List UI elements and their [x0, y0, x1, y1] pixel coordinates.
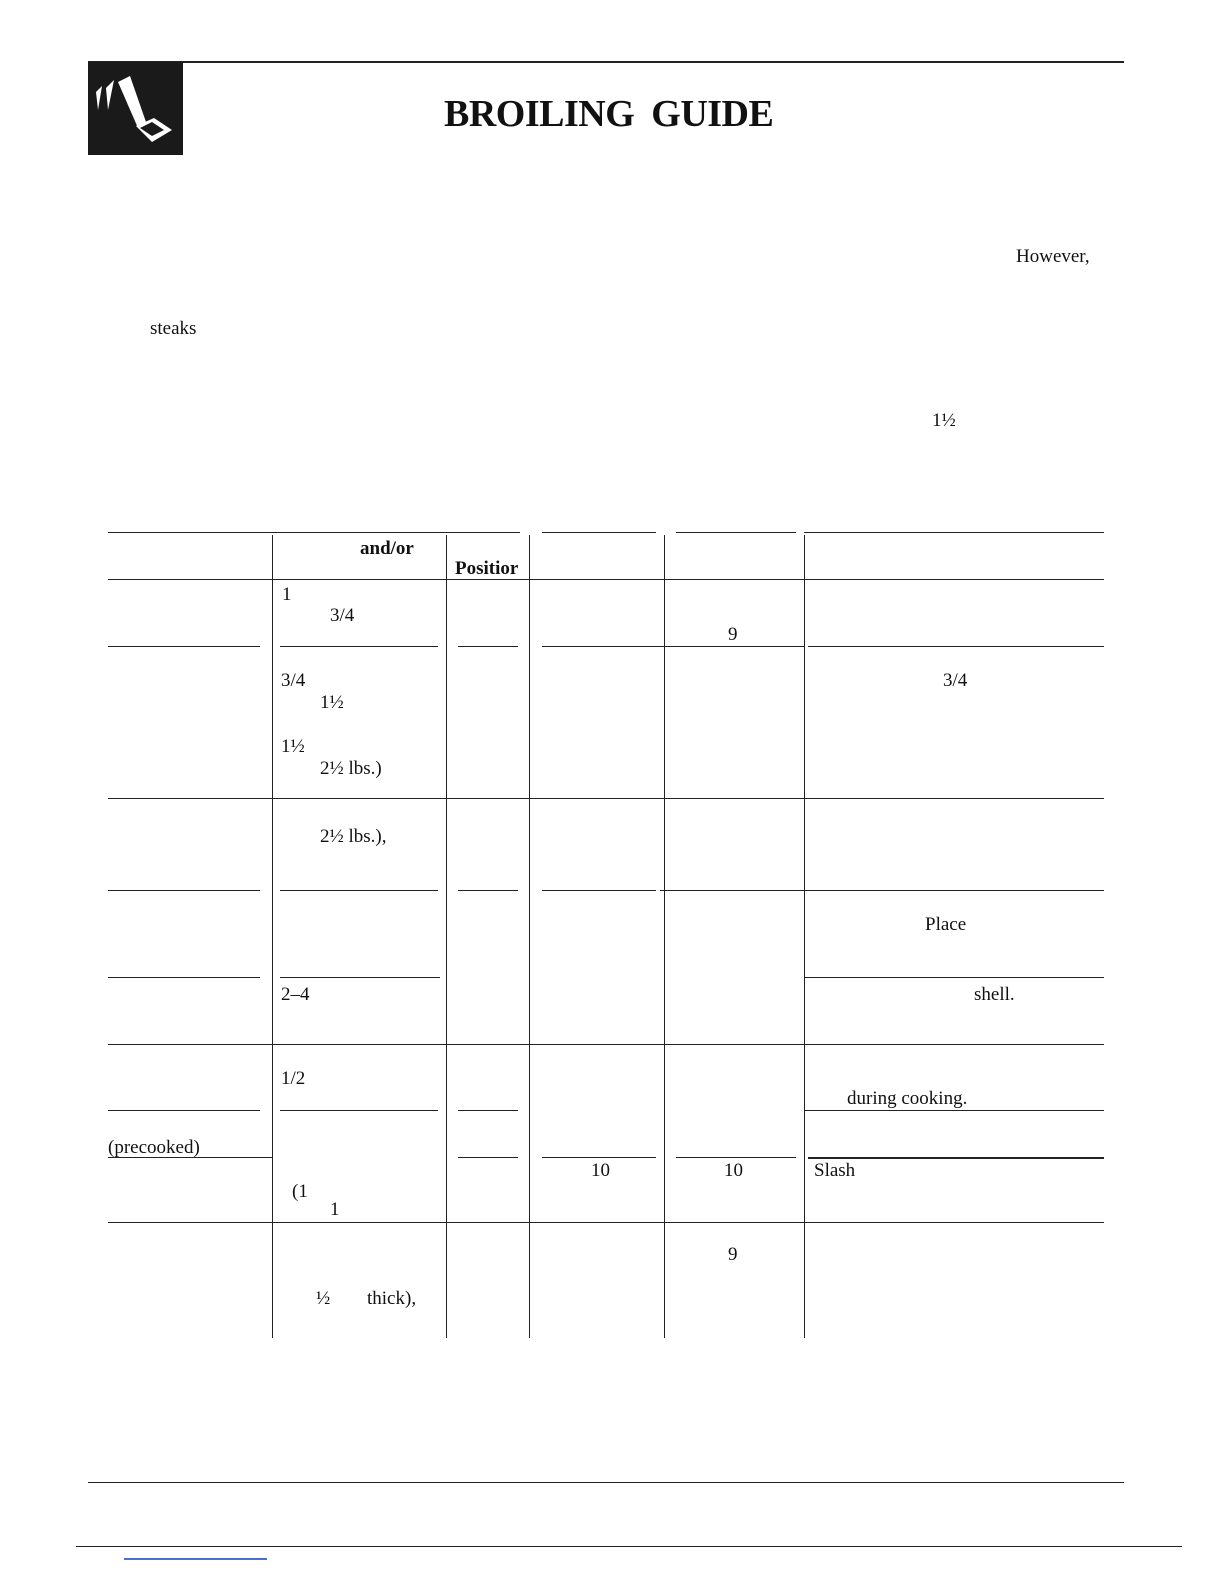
- row-rule: [108, 1110, 260, 1111]
- table-top-rule: [542, 532, 656, 533]
- cell-r1-amount: 1: [282, 584, 292, 605]
- row-rule: [280, 646, 438, 647]
- row-rule: [108, 646, 260, 647]
- cell-r2-amount: 1½: [320, 692, 344, 713]
- cell-r4-comment: Place: [925, 914, 967, 935]
- cell-r6-amount: 1/2: [281, 1068, 306, 1089]
- header-rule: [88, 61, 1124, 63]
- row-rule: [280, 890, 438, 891]
- column-divider: [272, 535, 273, 1338]
- cell-r9-amount: thick),: [367, 1288, 417, 1309]
- cell-r5-amount: 2–4: [281, 984, 310, 1005]
- row-rule: [458, 890, 518, 891]
- row-rule: [280, 1110, 438, 1111]
- cell-r8-amount: (1: [292, 1181, 308, 1202]
- column-divider: [804, 535, 805, 1338]
- cell-r2-amount: 2½ lbs.): [320, 758, 382, 779]
- cell-r1-amount: 3/4: [330, 605, 355, 626]
- row-rule: [542, 1157, 656, 1158]
- table-top-rule: [676, 532, 796, 533]
- footer-rule: [88, 1482, 1124, 1483]
- cell-r8-comment: Slash: [814, 1160, 856, 1181]
- column-divider: [446, 535, 447, 1338]
- header-bottom-rule: [108, 579, 1104, 580]
- row-rule: [108, 977, 260, 978]
- footer-rule: [76, 1546, 1182, 1547]
- intro-steaks: steaks: [150, 318, 197, 339]
- cell-r8-side1: 10: [591, 1160, 610, 1181]
- column-divider: [664, 535, 665, 1338]
- footer-accent-rule: [124, 1558, 267, 1560]
- row-rule: [458, 1110, 518, 1111]
- cell-r2-comment: 3/4: [943, 670, 968, 691]
- cell-r6-comment: during cooking.: [847, 1088, 968, 1109]
- cell-r2-amount: 1½: [281, 736, 305, 757]
- intro-however: However,: [1016, 246, 1090, 267]
- row-rule: [108, 1222, 1104, 1223]
- column-divider: [529, 535, 530, 1338]
- intro-one-half: 1½: [932, 410, 956, 431]
- table-top-rule: [108, 532, 520, 533]
- header-position: Positior: [455, 558, 519, 579]
- row-rule: [108, 890, 260, 891]
- header-amount-andor: and/or: [360, 538, 414, 559]
- row-rule: [458, 646, 518, 647]
- cell-r7-food: (precooked): [108, 1137, 200, 1158]
- row-rule: [280, 977, 440, 978]
- cell-r5-comment: shell.: [974, 984, 1015, 1005]
- page-title: BROILING GUIDE: [444, 93, 774, 135]
- cell-r8-amount: 1: [330, 1199, 340, 1220]
- row-rule: [108, 1157, 272, 1158]
- row-rule: [542, 646, 804, 647]
- row-rule: [804, 1110, 1104, 1111]
- hand-pressing-button-icon: [88, 62, 183, 155]
- row-rule: [804, 977, 1104, 978]
- row-rule: [808, 1157, 1104, 1159]
- logo-block: [88, 62, 183, 155]
- table-top-rule: [804, 532, 1104, 533]
- cell-r9-amount: ½: [316, 1288, 331, 1309]
- cell-r1-side2: 9: [728, 624, 738, 645]
- row-rule: [108, 798, 1104, 799]
- row-rule: [458, 1157, 518, 1158]
- row-rule: [542, 890, 656, 891]
- cell-r2-amount: 3/4: [281, 670, 306, 691]
- cell-r3-amount: 2½ lbs.),: [320, 826, 387, 847]
- cell-r9-side2: 9: [728, 1244, 738, 1265]
- row-rule: [808, 646, 1104, 647]
- row-rule: [676, 1157, 796, 1158]
- row-rule: [660, 890, 1104, 891]
- row-rule: [108, 1044, 1104, 1045]
- cell-r8-side2: 10: [724, 1160, 743, 1181]
